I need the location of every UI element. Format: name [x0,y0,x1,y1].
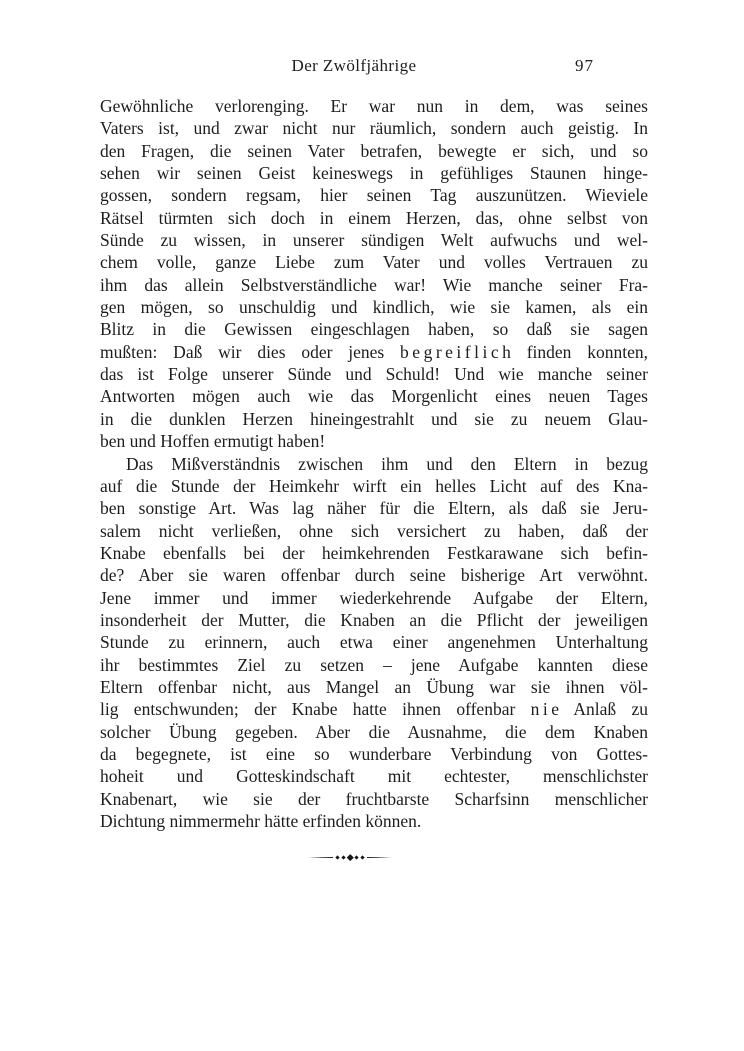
text-line: Knabenart, wie sie der fruchtbarste Scharfsinn menschlicher [100,788,648,809]
divider-bead-icon [335,855,339,859]
divider-bead-icon [355,855,359,859]
text-line: Eltern offenbar nicht, aus Mangel an Übung war sie ihnen völ- [100,676,648,697]
text-line: Jene immer und immer wiederkehrende Aufgabe der Eltern, [100,587,648,608]
text-line: Stunde zu erinnern, auch etwa einer angenehmen Unterhaltung [100,632,648,653]
page-number: 97 [575,56,594,75]
text-line: hoheit und Gotteskindschaft mit echtester, menschlichster [100,766,648,787]
section-divider-ornament [308,853,392,862]
text-line: das ist Folge unserer Sünde und Schuld! Und wie manche seiner [100,364,648,385]
text-line: sehen wir seinen Geist keineswegs in gefühliges Staunen hinge- [100,163,648,184]
text-line: Knabe ebenfalls bei der heimkehrenden Festkarawane sich befin- [100,542,648,563]
text-line: Antworten mögen auch wie das Morgenlicht eines neuen Tages [100,386,648,407]
text-line: insonderheit der Mutter, die Knaben an die Pflicht der jeweiligen [100,609,648,630]
text-line: Vaters ist, und zwar nicht nur räumlich, sondern auch geistig. In [100,118,648,139]
text-line: den Fragen, die seinen Vater betrafen, bewegte er sich, und so [100,140,648,161]
text-block [100,95,648,832]
paragraph [100,95,648,453]
text-line: Blitz in die Gewissen eingeschlagen haben, so daß sie sagen [100,319,648,340]
text-line: chem volle, ganze Liebe zum Vater und volles Vertrauen zu [100,252,648,273]
text-line: de? Aber sie waren offenbar durch seine bisherige Art verwöhnt. [100,565,648,586]
divider-rule-right-icon [367,857,392,858]
text-line: mußten: Daß wir dies oder jenes b e g r e i f l i c h finden konnten, [100,341,648,362]
divider-bead-icon [341,855,345,859]
text-line: Gewöhnliche verlorenging. Er war nun in dem, was seines [100,96,648,116]
paragraph [100,453,648,833]
text-line: gen mögen, so unschuldig und kindlich, wie sie kamen, als ein [100,297,648,318]
text-line: ben sonstige Art. Was lag näher für die Eltern, als daß sie Jeru- [100,498,648,519]
divider-beads-icon [333,855,367,860]
text-line: in die dunklen Herzen hineingestrahlt und sie zu neuem Glau- [100,408,648,429]
text-line: Das Mißverständnis zwischen ihm und den Eltern in bezug [126,453,648,474]
text-line: Sünde zu wissen, in unserer sündigen Welt aufwuchs und wel- [100,230,648,251]
divider-bead-icon [361,855,365,859]
text-line: Rätsel türmten sich doch in einem Herzen, das, ohne selbst von [100,207,648,228]
text-line: ihm das allein Selbstverständliche war! Wie manche seiner Fra- [100,274,648,295]
text-line: gossen, sondern regsam, hier seinen Tag auszunützen. Wieviele [100,185,648,206]
text-line: ihr bestimmtes Ziel zu setzen – jene Aufgabe kannten diese [100,654,648,675]
text-line: solcher Übung gegeben. Aber die Ausnahme, die dem Knaben [100,721,648,742]
divider-bead-icon [347,854,353,860]
text-line: Dichtung nimmermehr hätte erfinden können. [100,811,422,831]
text-line: auf die Stunde der Heimkehr wirft ein helles Licht auf des Kna- [100,475,648,496]
text-line: salem nicht verließen, ohne sich versichert zu haben, daß der [100,520,648,541]
text-line: ben und Hoffen ermutigt haben! [100,431,326,452]
divider-rule-left-icon [308,857,333,858]
text-line: da begegnete, ist eine so wunderbare Verbindung von Gottes- [100,743,648,764]
text-line: lig entschwunden; der Knabe hatte ihnen offenbar n i e Anlaß zu [100,699,648,720]
running-head-title: Der Zwölfjährige [291,56,417,75]
